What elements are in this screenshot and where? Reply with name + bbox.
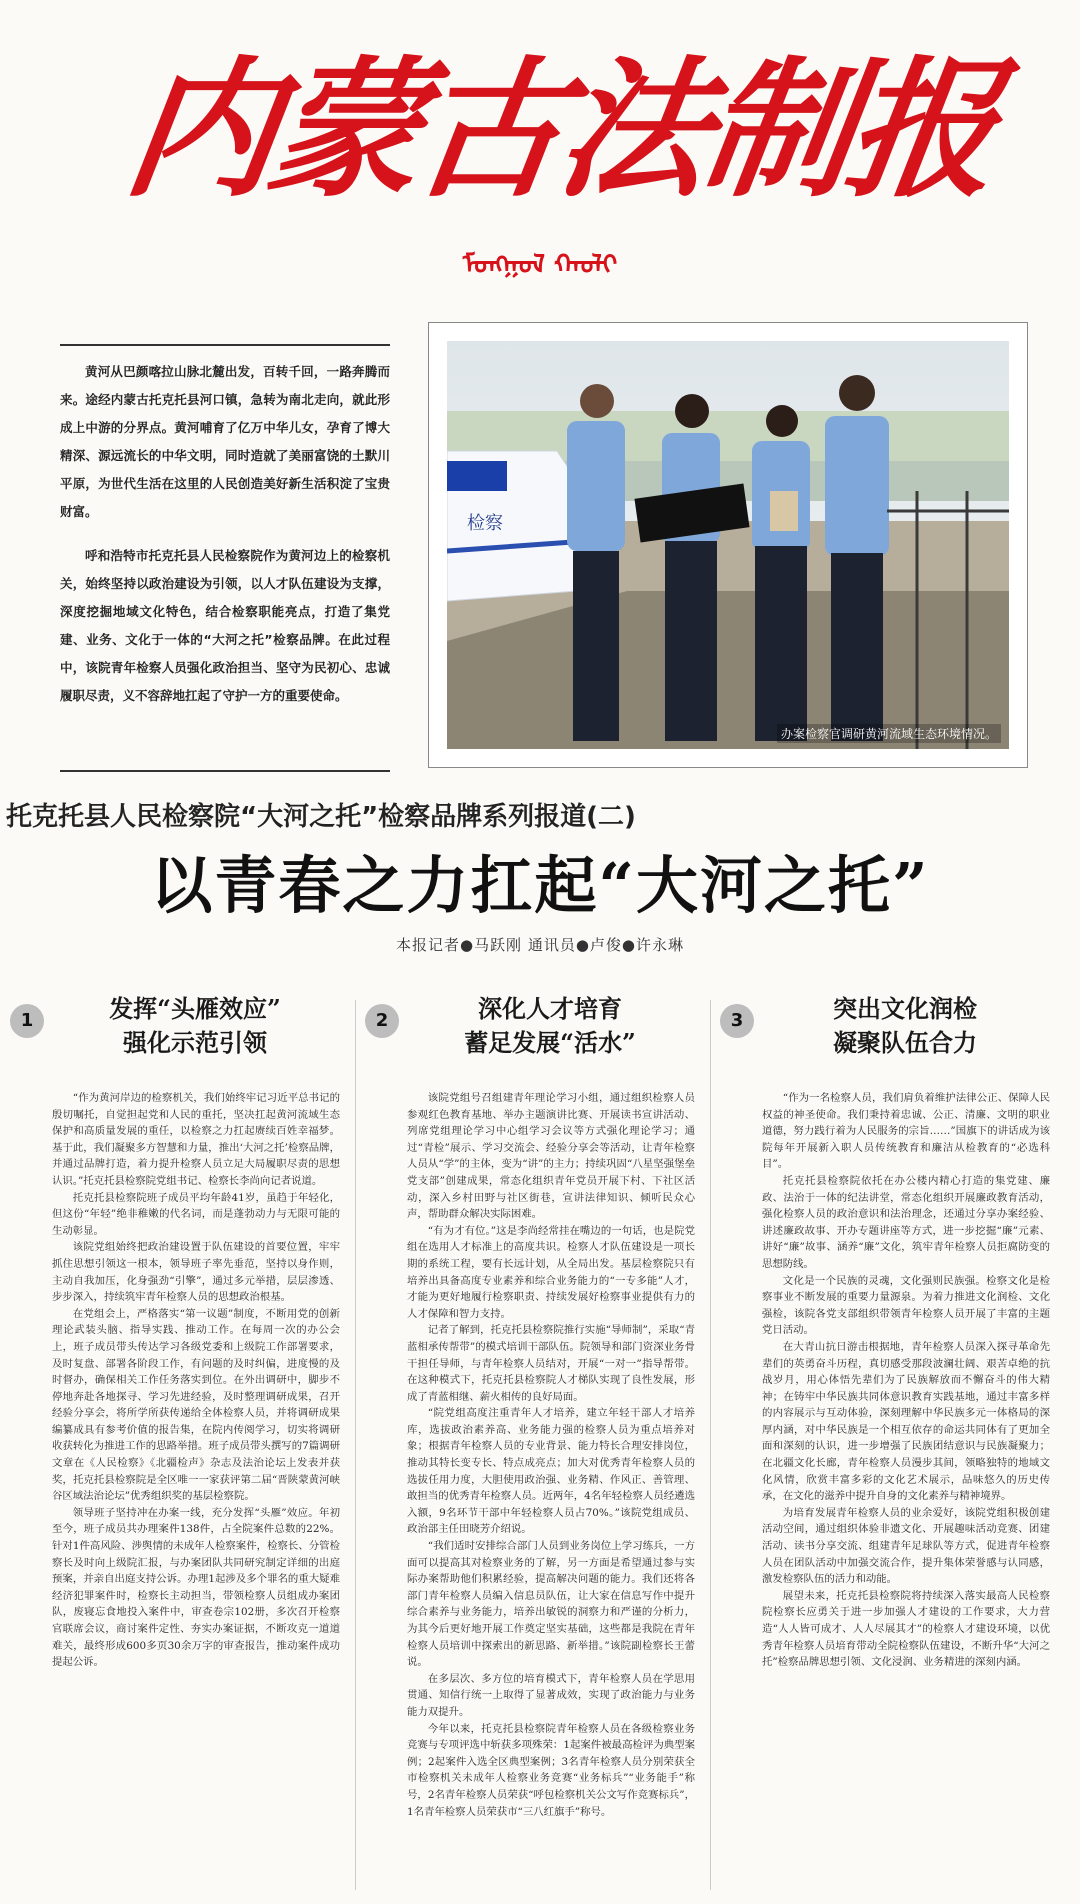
section-title-line-1: 深化人才培育 [478, 994, 622, 1023]
column-divider [710, 1000, 711, 1890]
intro-paragraph-1: 黄河从巴颜喀拉山脉北麓出发，百转千回，一路奔腾而来。途经内蒙古托克托县河口镇，急转为南北走向，就此形成上中游的分界点。黄河哺育了亿万中华儿女，孕育了博大精深、源远流长的中华文明，同时造就了美丽富饶的土默川平原，为世代生活在这里的人民创造美好新生活积淀了宝贵财富。 [60, 364, 390, 519]
intro-box [60, 344, 390, 772]
paragraph: 为培育发展青年检察人员的业余爱好，该院党组积极创建活动空间，通过组织体验非遗文化、开展趣味活动竞赛、团建活动、读书分享交流、组建青年足球队等方式，促进青年检察人员在团队活动中加强交流合作，提升集体荣誉感与认同感，激发检察队伍的活力和动能。 [762, 1506, 1050, 1586]
byline: 本报记者●马跃刚 通讯员●卢俊●许永琳 [395, 936, 685, 954]
section-header [720, 990, 1050, 1070]
section-title [405, 992, 695, 1060]
paragraph: 在大青山抗日游击根据地，青年检察人员深入探寻革命先辈们的英勇奋斗历程，真切感受那段波澜壮阔、艰苦卓绝的抗战岁月，用心体悟先辈们为了民族解放而不懈奋斗的伟大精神；在铸牢中华民族共同体意识教育实践基地，通过丰富多样的内容展示与互动体验，深刻理解中华民族多元一体格局的深厚内涵，对中华民族是一个相互依存的命运共同体有了更加全面和深刻的认识，进一步增强了民族团结意识与民族凝聚力；在北疆文化长廊，青年检察人员漫步其间，领略独特的地域文化风情，欣赏丰富多彩的文化艺术展示，品味悠久的历史传承，在文化的滋养中提升自身的文化素养与精神境界。 [762, 1340, 1050, 1503]
section-title [760, 992, 1050, 1060]
section-header [365, 990, 695, 1070]
headline: 以青春之力扛起“大河之托” [150, 849, 930, 922]
paragraph: 托克托县检察院班子成员平均年龄41岁，虽趋于年轻化，但这份“年轻”绝非稚嫩的代名词，而是蓬勃动力与无限可能的生动彰显。 [52, 1191, 340, 1237]
section-title-line-1: 突出文化润检 [833, 994, 977, 1023]
paragraph: “我们适时安排综合部门人员到业务岗位上学习练兵，一方面可以提高其对检察业务的了解，另一方面是希望通过参与实际办案帮助他们积累经验，提高解决问题的能力。我们还将各部门青年检察人员编入信息员队伍，让大家在信息写作中提升综合素养与业务能力，培养出敏锐的洞察力和严谨的分析力，为其今后更好地开展工作奠定坚实基础，这些都是我院在青年检察人员培训中探索出的新思路、新举措。”该院副检察长王蕾说。 [407, 1540, 695, 1669]
paragraph: “作为一名检察人员，我们肩负着维护法律公正、保障人民权益的神圣使命。我们秉持着忠诚、公正、清廉、文明的职业道德，努力践行着为人民服务的宗旨……”国旗下的讲话成为该院每年开展新入职人员传统教育和廉洁从检教育的“必选科目”。 [762, 1092, 1050, 1171]
paragraph: 该院党组始终把政治建设置于队伍建设的首要位置，牢牢抓住思想引领这一根本，领导班子率先垂范，坚持以身作则，主动自我加压，化身强劲“引擎”，通过多元举措，层层渗透、步步深入，持续筑牢青年检察人员的思想政治根基。 [52, 1241, 340, 1304]
paragraph: 今年以来，托克托县检察院青年检察人员在各级检察业务竞赛与专项评选中斩获多项殊荣：1起案件被最高检评为典型案例；2起案件入选全区典型案例；3名青年检察人员分别荣获全市检察机关未成年人检察业务竞赛“业务标兵”“业务能手”称号，2名青年检察人员荣获“呼包检察机关公文写作竞赛标兵”，1名青年检察人员荣获市“三八红旗手”称号。 [407, 1722, 695, 1818]
column-divider [355, 1000, 356, 1890]
photo-caption: 办案检察官调研黄河流域生态环境情况。 [777, 724, 1001, 743]
masthead-title: 内蒙古法制报 [115, 42, 1005, 218]
section-3 [720, 990, 1050, 1671]
section-title-line-2: 凝聚队伍合力 [833, 1028, 977, 1057]
paragraph: 文化是一个民族的灵魂，文化强则民族强。检察文化是检察事业不断发展的重要力量源泉。为着力推进文化润检、文化强检，该院各党支部组织带领青年检察人员开展了丰富的主题党日活动。 [762, 1274, 1050, 1337]
paragraph: 在多层次、多方位的培育模式下，青年检察人员在学思用贯通、知信行统一上取得了显著成效，实现了政治能力与业务能力双提升。 [407, 1672, 695, 1718]
paragraph: “有为才有位。”这是李尚经常挂在嘴边的一句话，也是院党组在选用人才标准上的高度共识。检察人才队伍建设是一项长期的系统工程，要有长远计划，从全局出发。基层检察院只有培养出具备高度专业素养和综合业务能力的“一专多能”人才，才能为更好地履行检察职责、持续发展好检察事业提供有力的人才保障和智力支持。 [407, 1224, 695, 1320]
series-title: 托克托县人民检察院“大河之托”检察品牌系列报道(二) [6, 802, 636, 832]
paragraph: 记者了解到，托克托县检察院推行实施“导师制”，采取“青蓝相承传帮带”的模式培训干部队伍。院领导和部门资深业务骨干担任导师，与青年检察人员结对，开展“一对一”指导帮带。在这种模式下，托克托县检察院人才梯队实现了良性发展，形成了青蓝相继、薪火相传的良好局面。 [407, 1324, 695, 1403]
masthead-mongolian-script: ᠮᠣᠩᠭᠣᠯ ᠬᠠᠤᠯᠢ [462, 250, 618, 280]
section-body [52, 1090, 340, 1671]
photo-illustration [447, 341, 1009, 749]
paragraph: 该院党组号召组建青年理论学习小组，通过组织检察人员参观红色教育基地、举办主题演讲比赛、开展读书宣讲活动、列席党组理论学习中心组学习会议等方式强化理论学习；通过“青检”展示、学习交流会、经验分享会等活动，让青年检察人员从“学”的主体，变为“讲”的主力；持续巩固“八星坚强堡垒党支部”创建成果，常态化组织青年党员开展下村、下社区活动，深入乡村田野与社区街巷，宣讲法律知识、倾听民众心声，帮助群众解决实际困难。 [407, 1092, 695, 1221]
news-photo [447, 341, 1009, 749]
paragraph: “院党组高度注重青年人才培养，建立年轻干部人才培养库，选拔政治素养高、业务能力强的检察人员为重点培养对象；根据青年检察人员的专业背景、能力特长合理安排岗位，推动其特长变专长、特点成亮点；加大对优秀青年检察人员的选拔任用力度，大胆使用政治强、业务精、作风正、善管理、敢担当的优秀青年检察人员。近两年，4名年轻检察人员经遴选入额，9名环节干部中年轻检察人员占70%。”该院党组成员、政治部主任田晓芳介绍说。 [407, 1407, 695, 1536]
section-2 [365, 990, 695, 1820]
section-number-badge: 3 [720, 1004, 754, 1038]
section-number-badge: 2 [365, 1004, 399, 1038]
masthead [0, 0, 1080, 300]
paragraph: 展望未来，托克托县检察院将持续深入落实最高人民检察院检察长应勇关于进一步加强人才建设的工作要求，大力营造“人人皆可成才、人人尽展其才”的检察人才建设环境，以优秀青年检察人员培育带动全院检察队伍建设，不断升华“大河之托”检察品牌思想引领、文化浸润、业务精进的深刻内涵。 [762, 1589, 1050, 1669]
car-text: 检察 [467, 513, 503, 534]
section-number-badge: 1 [10, 1004, 44, 1038]
section-title [50, 992, 340, 1060]
section-body [407, 1090, 695, 1820]
section-body [762, 1090, 1050, 1671]
paragraph: 在党组会上，严格落实“第一议题”制度，不断用党的创新理论武装头脑、指导实践、推动工作。在每周一次的办公会上，班子成员带头传达学习各级党委和上级院工作部署要求，及时复盘、部署各阶段工作，有问题的及时纠偏，进度慢的及时督办，确保相关工作任务落实到位。在外出调研中，脚步不停地奔赴各地探寻、学习先进经验，及时整理调研成果，召开经验分享会，将所学所获传递给全体检察人员，并将调研成果编纂成具有参考价值的报告集，在院内传阅学习，切实将调研收获转化为推进工作的思路举措。班子成员带头撰写的7篇调研文章在《人民检察》《北疆检声》杂志及法治论坛上发表并获奖，托克托县检察院是全区唯一一家获评第二届“晋陕蒙黄河峡谷区域法治论坛”优秀组织奖的基层检察院。 [52, 1307, 340, 1503]
paragraph: 托克托县检察院依托在办公楼内精心打造的集党建、廉政、法治于一体的纪法讲堂，常态化组织开展廉政教育活动，强化检察人员的政治意识和法治理念，还通过分享办案经验、讲述廉政故事、开办专题讲座等方式，进一步挖掘“廉”元素、讲好“廉”故事、涵养“廉”文化，筑牢青年检察人员拒腐防变的思想防线。 [762, 1174, 1050, 1270]
section-1 [10, 990, 340, 1671]
intro-paragraph-2: 呼和浩特市托克托县人民检察院作为黄河边上的检察机关，始终坚持以政治建设为引领，以人才队伍建设为支撑，深度挖掘地域文化特色，结合检察职能亮点，打造了集党建、业务、文化于一体的“大河之托”检察品牌。在此过程中，该院青年检察人员强化政治担当、坚守为民初心、忠诚履职尽责，义不容辞地扛起了守护一方的重要使命。 [60, 548, 390, 703]
section-title-line-2: 强化示范引领 [123, 1028, 267, 1057]
photo-frame [428, 322, 1028, 768]
section-title-line-2: 蓄足发展“活水” [464, 1028, 636, 1057]
paragraph: “作为黄河岸边的检察机关，我们始终牢记习近平总书记的殷切嘱托，自觉担起党和人民的重托，坚决扛起黄河流域生态保护和高质量发展的重任，以检察之力扛起赓续百姓幸福梦。基于此，我们凝聚多方智慧和力量，推出‘大河之托’检察品牌，并通过品牌打造，着力提升检察人员立足大局履职尽责的思想认识。”托克托县检察院党组书记、检察长李尚向记者说道。 [52, 1092, 340, 1187]
paragraph: 领导班子坚持冲在办案一线，充分发挥“头雁”效应。年初至今，班子成员共办理案件138件，占全院案件总数的22%。针对1件高风险、涉舆情的未成年人检察案件，检察长、分管检察长及时向上级院汇报，与办案团队共同研究制定详细的出庭预案，并亲自出庭支持公诉。办理1起涉及多个罪名的重大疑难经济犯罪案件时，检察长主动担当，带领检察人员组成办案团队，废寝忘食地投入案件中，审查卷宗102册，多次召开检察官联席会议，商讨案件定性、夯实办案证据，不断攻克一道道难关，最终形成600多页30余万字的审查报告，推动案件成功提起公诉。 [52, 1506, 340, 1669]
section-header [10, 990, 340, 1070]
section-title-line-1: 发挥“头雁效应” [109, 994, 281, 1023]
